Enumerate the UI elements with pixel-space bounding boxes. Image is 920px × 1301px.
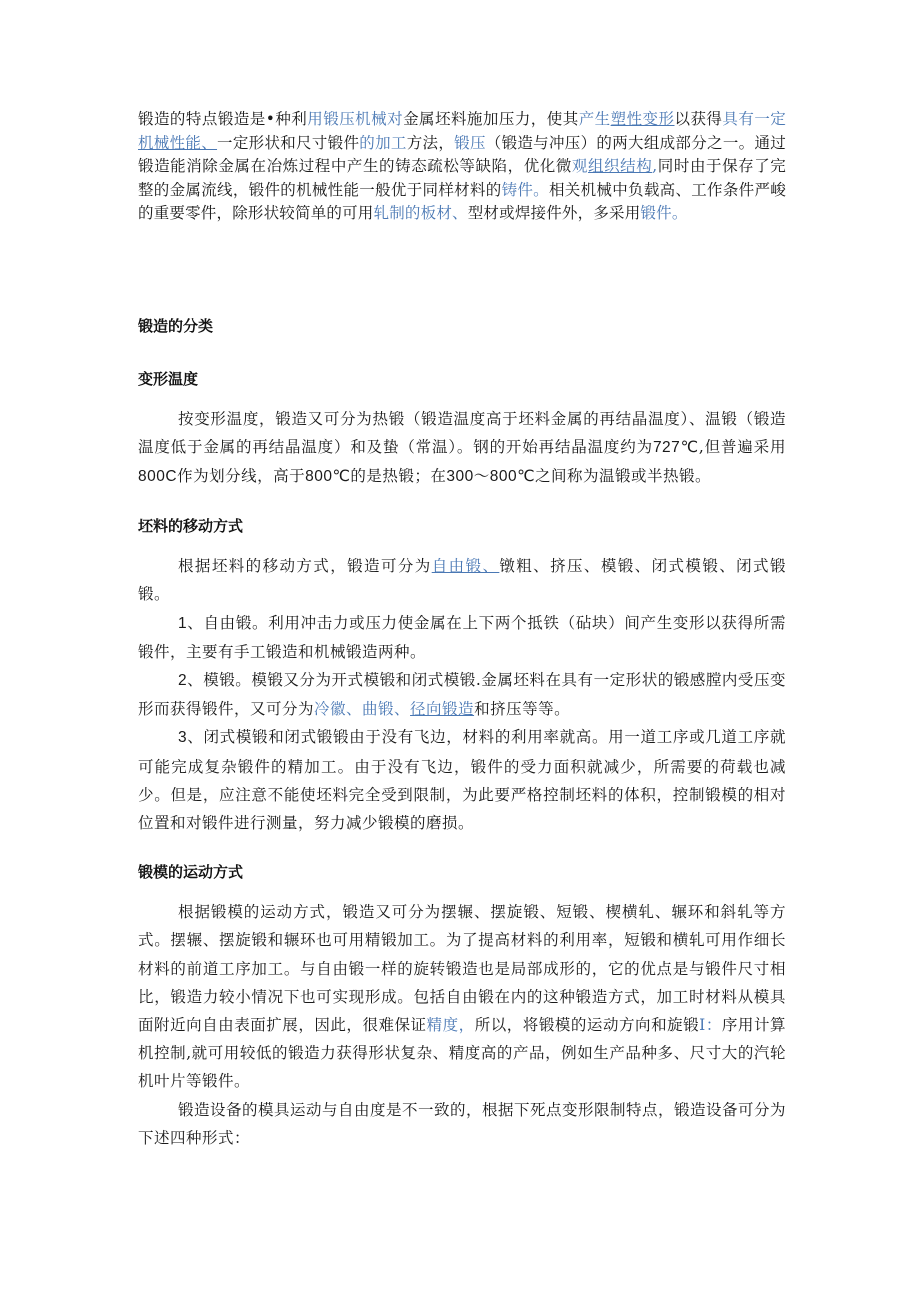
- link-curve-forging[interactable]: 曲锻、: [362, 700, 411, 719]
- text: 和挤压等等。: [474, 700, 571, 719]
- link-forging-press[interactable]: 用锻压机械对: [307, 110, 404, 128]
- intro-paragraph: [138, 108, 786, 226]
- text: 727℃: [652, 438, 699, 456]
- text: 300〜800℃: [446, 467, 536, 485]
- text: 镦粗、挤压、模锻、闭式模锻、闭式锻锻。: [138, 557, 786, 604]
- heading-die-movement: 锻模的运动方式: [138, 864, 244, 882]
- link-processing[interactable]: 的加工: [359, 133, 407, 152]
- text: 作为划分线，高于: [177, 466, 306, 485]
- link-comma[interactable]: ,: [652, 157, 658, 175]
- link-plastic-deformation[interactable]: 塑性变形: [610, 110, 675, 128]
- text: 所以，将锻模的运动方向和旋锻: [474, 1015, 700, 1034]
- heading-billet-movement: 坯料的移动方式: [138, 518, 244, 536]
- link-cold-upset[interactable]: 冷徽、: [314, 700, 363, 719]
- text: 闭式模锻和闭式锻锻由于没有飞边，材料的利用率就高。用一道工序或几道工序就可能完成复杂锻件的精加工。由于没有飞边，锻件的受力面积就减少，所需要的荷载也减少。但是，应注意不能使坯料完全受到限制，为此要严格控制坯料的体积，控制锻模的相对位置和对锻件进行测量，努力减少锻模的磨损。: [138, 728, 786, 832]
- link-free-forging[interactable]: 自由锻、: [431, 557, 500, 576]
- text: 800C: [138, 467, 178, 485]
- text: 相关机械中负载高、工作条件严峻的重要零件，除形状较简单的可用: [138, 180, 786, 222]
- paragraph-die-movement: [138, 898, 786, 1095]
- link-mechanical-properties[interactable]: 机械性能、: [138, 133, 218, 152]
- document-page: [138, 108, 786, 1152]
- heading-classification: 锻造的分类: [138, 317, 214, 335]
- text: 2、: [178, 671, 204, 689]
- link-rolled-plate[interactable]: 轧制的板材、: [373, 204, 468, 222]
- link-forging-pressing[interactable]: 锻压: [454, 133, 486, 152]
- text: 锻造的特点锻造是•种利: [138, 110, 308, 128]
- text: 之间称为温锻或半热锻。: [535, 466, 712, 485]
- link-radial-forging[interactable]: 径向锻造: [410, 700, 475, 719]
- text: 1、: [178, 614, 204, 632]
- link-micro[interactable]: 观: [571, 157, 588, 175]
- text: 序用计算机控制,就可用较低的锻造力获得形状复杂、精度高的产品，例如生产品种多、尺寸大的汽轮机叶片等锻件。: [138, 1015, 786, 1091]
- paragraph-die-forging: [138, 666, 786, 723]
- text: 模锻。模锻又分为开式模锻和闭式模锻.金属坯料在具有一定形状的锻感膛内受压变形而获得锻件，又可分为: [138, 670, 786, 719]
- text: 型材或焊接件外，多采用: [467, 204, 641, 222]
- text: 按变形温度，锻造又可分为热锻（锻造温度高于坯料金属的再结晶温度）、温锻（锻造温度低于金属的再结晶温度）和及蛰（常温）。钢的开始再结晶温度约为: [138, 409, 786, 456]
- paragraph-billet-intro: [138, 552, 786, 608]
- text: 以获得: [674, 110, 723, 128]
- link-have[interactable]: 具有一定: [722, 110, 787, 128]
- text: 的是热锻；在: [350, 466, 447, 485]
- link-forging[interactable]: 锻件。: [640, 204, 688, 222]
- paragraph-temperature: [138, 405, 786, 492]
- link-microstructure[interactable]: 组织结构: [588, 157, 653, 175]
- text: 根据锻模的运动方式，锻造又可分为摆辗、摆旋锻、短锻、楔横轧、辗环和斜轧等方式。摆辗、摆旋锻和辗环也可用精锻加工。为了提高材料的利用率，短锻和横轧可用作细长材料的前道工序加工。与自由锻一样的旋转锻造也是局部成形的，它的优点是与锻件尺寸相比，锻造力较小情况下也可实现形成。包括自由锻在内的这种锻造方式，加工时材料从模具面附近向自由表面扩展，因此，很难保证: [138, 903, 786, 1034]
- text: 一定形状和尺寸锻件: [217, 133, 360, 152]
- heading-deformation-temperature: 变形温度: [138, 370, 199, 388]
- paragraph-equipment: 锻造设备的模具运动与自由度是不一致的，根据下死点变形限制特点，锻造设备可分为下述四种形式：: [138, 1100, 787, 1147]
- text: 自由锻。利用冲击力或压力使金属在上下两个抵铁（砧块）间产生变形以获得所需锻件，主要有手工锻造和机械锻造两种。: [138, 613, 786, 661]
- text: 金属坯料施加压力，使其: [403, 110, 579, 128]
- text: 方法，: [406, 133, 455, 152]
- text: ,但普遍采用: [698, 437, 786, 456]
- text: （锻造与冲压）的两大组成部分之一。通过锻造能消除金属在冶炼过程中产生的铸态疏松等缺陷，优化微: [138, 133, 786, 175]
- text: 3、: [178, 729, 204, 747]
- text: 同时由于保存了完整的金属流线，锻件的机械性能一般优于同样材料的: [138, 157, 787, 199]
- link-casting[interactable]: 铸件。: [501, 180, 549, 199]
- text: 根据坯料的移动方式，锻造可分为: [178, 557, 432, 576]
- paragraph-closed-die: [138, 723, 786, 837]
- link-process[interactable]: I：: [699, 1015, 722, 1034]
- link-produce[interactable]: 产生: [578, 110, 611, 128]
- link-precision[interactable]: 精度，: [426, 1015, 475, 1034]
- paragraph-free-forging: [138, 609, 786, 666]
- text: 800℃: [305, 467, 351, 485]
